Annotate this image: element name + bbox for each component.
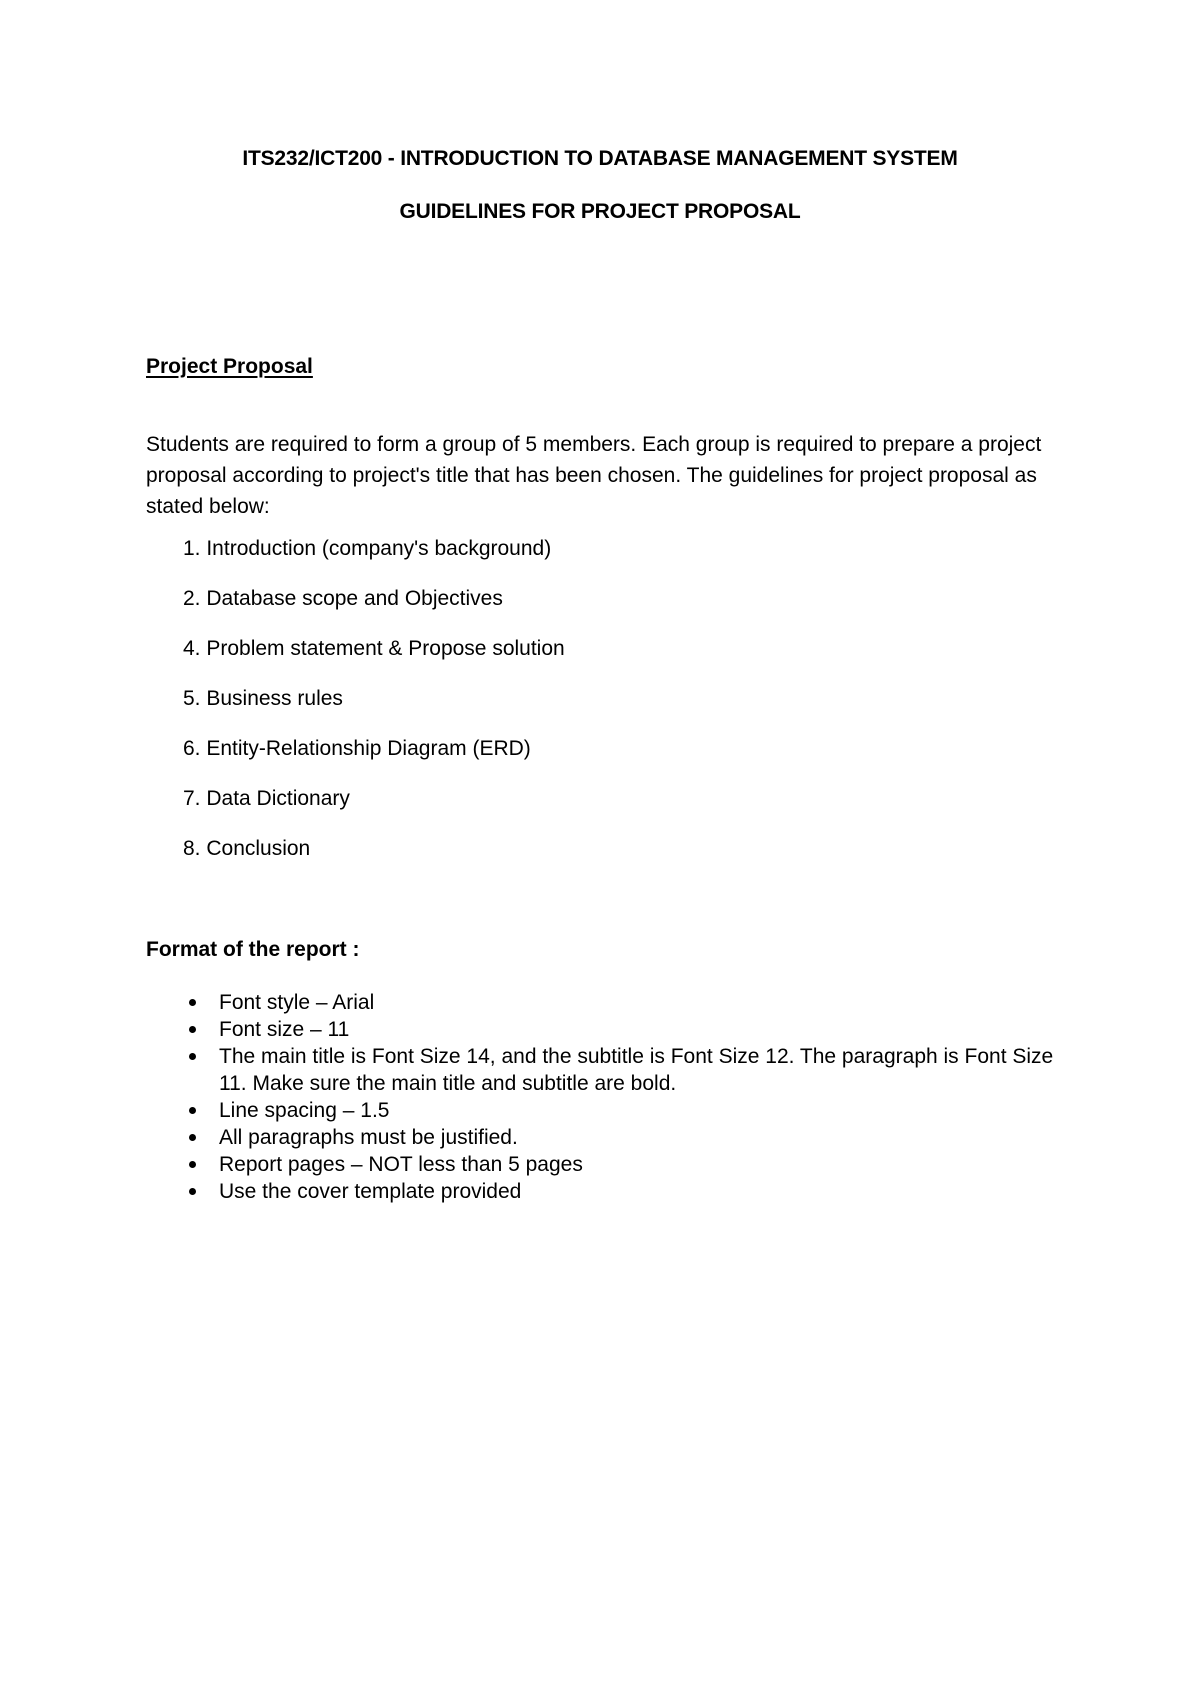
sub-title: GUIDELINES FOR PROJECT PROPOSAL [399, 200, 801, 223]
bullet-icon [189, 1053, 196, 1060]
bullet-text: All paragraphs must be justified. [219, 1126, 518, 1149]
bullet-icon [189, 1161, 196, 1168]
bullet-text: Report pages – NOT less than 5 pages [219, 1153, 583, 1176]
bullet-text: Font size – 11 [219, 1018, 350, 1041]
list-item: 6. Entity-Relationship Diagram (ERD) [183, 737, 531, 760]
bullet-item [185, 1124, 1085, 1151]
format-bullet-list [185, 989, 1085, 1205]
bullet-item [185, 1016, 1085, 1043]
bullet-icon [189, 1188, 196, 1195]
bullet-item [185, 1043, 1085, 1097]
bullet-icon [189, 1107, 196, 1114]
guideline-list [183, 536, 565, 886]
list-item: 5. Business rules [183, 687, 343, 710]
bullet-item [185, 989, 1085, 1016]
list-item: 7. Data Dictionary [183, 787, 350, 810]
project-proposal-heading: Project Proposal [146, 355, 313, 378]
bullet-text: Line spacing – 1.5 [219, 1099, 390, 1122]
format-heading: Format of the report : [146, 938, 360, 961]
intro-paragraph: Students are required to form a group of 5 members. Each group is required to prepare a project proposal according to project's title that has been chosen. The guidelines for project proposal as stated below: [146, 433, 1042, 518]
bullet-text: Use the cover template provided [219, 1180, 522, 1203]
bullet-icon [189, 999, 196, 1006]
bullet-text: The main title is Font Size 14, and the subtitle is Font Size 12. The paragraph is Font Size 11. Make sure the main title and subtitle are bold. [219, 1045, 1054, 1095]
bullet-item [185, 1178, 1085, 1205]
bullet-item [185, 1097, 1085, 1124]
list-item: 4. Problem statement & Propose solution [183, 637, 565, 660]
list-item: 1. Introduction (company's background) [183, 537, 552, 560]
bullet-icon [189, 1134, 196, 1141]
main-title: ITS232/ICT200 - INTRODUCTION TO DATABASE MANAGEMENT SYSTEM [242, 147, 958, 170]
list-item: 2. Database scope and Objectives [183, 587, 503, 610]
bullet-text: Font style – Arial [219, 991, 375, 1014]
list-item: 8. Conclusion [183, 837, 311, 860]
bullet-item [185, 1151, 1085, 1178]
bullet-icon [189, 1026, 196, 1033]
